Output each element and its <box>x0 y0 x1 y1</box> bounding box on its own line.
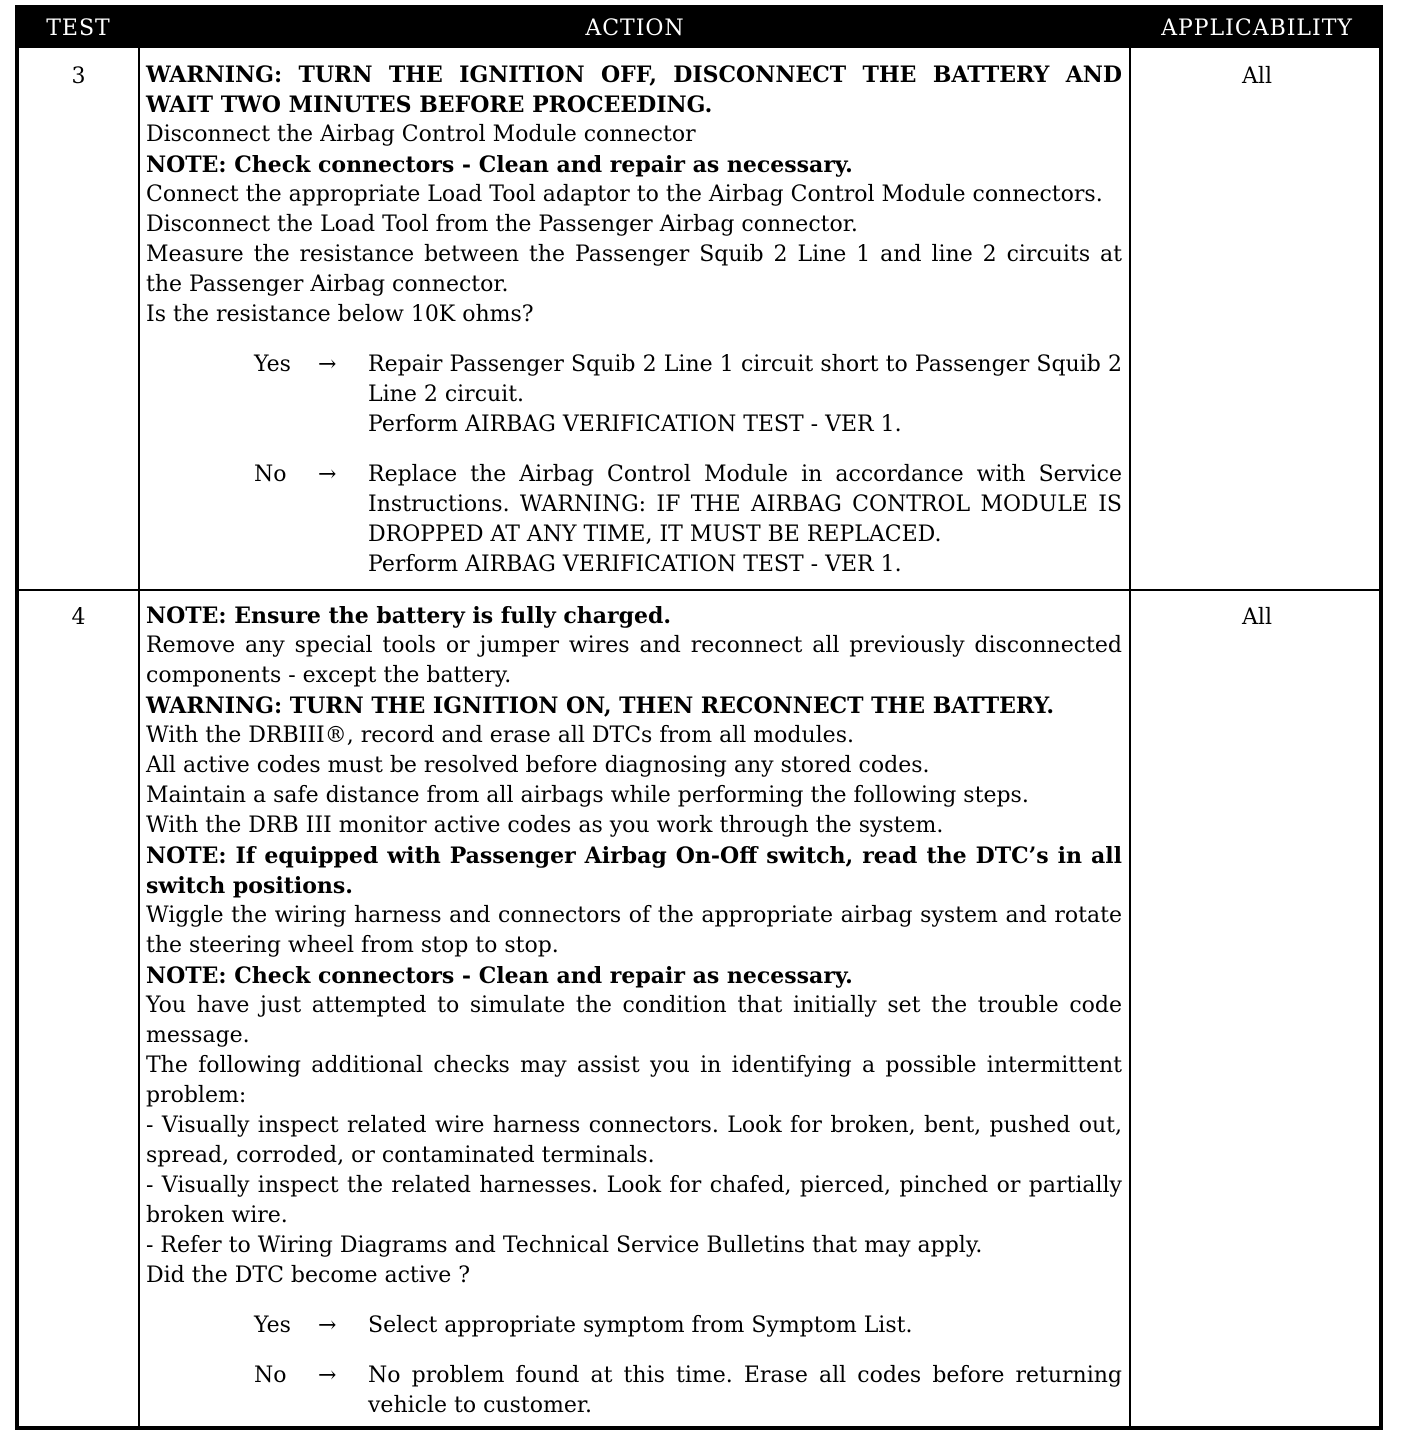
result-yes <box>146 350 1122 440</box>
table-header <box>19 9 1379 48</box>
step-text: With the DRB III monitor active codes as you work through the system. <box>146 813 944 838</box>
note-text: NOTE: Check connectors - Clean and repair as necessary. <box>146 963 853 989</box>
step-text: With the DRBIII®, record and erase all DTCs from all modules. <box>146 723 854 748</box>
applicability-value: All <box>1242 605 1272 630</box>
arrow-icon: → <box>318 1313 337 1338</box>
warning-text: WARNING: TURN THE IGNITION OFF, DISCONNECT THE BATTERY AND WAIT TWO MINUTES BEFORE PROCEEDING. <box>146 62 1122 118</box>
action-cell <box>146 601 1122 1421</box>
step-text: All active codes must be resolved before diagnosing any stored codes. <box>146 753 930 778</box>
column-divider <box>1129 48 1131 1426</box>
row-divider <box>19 589 1379 591</box>
applicability-value: All <box>1242 64 1272 89</box>
arrow-icon: → <box>318 462 337 487</box>
step-text: - Visually inspect related wire harness connectors. Look for broken, bent, pushed out, spread, corroded, or contaminated terminals. <box>146 1113 1122 1168</box>
header-applicability: APPLICABILITY <box>1161 16 1353 41</box>
step-text: Wiggle the wiring harness and connectors of the appropriate airbag system and rotate the steering wheel from stop to stop. <box>146 903 1122 958</box>
step-text: Connect the appropriate Load Tool adaptor to the Airbag Control Module connectors. <box>146 182 1103 207</box>
step-text: Remove any special tools or jumper wires and reconnect all previously disconnected components - except the battery. <box>146 633 1122 688</box>
step-text: - Visually inspect the related harnesses. Look for chafed, pierced, pinched or partially broken wire. <box>146 1173 1122 1228</box>
test-number: 3 <box>71 64 86 89</box>
arrow-icon: → <box>318 352 337 377</box>
result-no <box>146 460 1122 580</box>
result-text: No problem found at this time. Erase all codes before returning vehicle to customer. <box>368 1363 1122 1418</box>
header-test: TEST <box>46 16 111 41</box>
action-cell <box>146 60 1122 580</box>
result-text: Perform AIRBAG VERIFICATION TEST - VER 1. <box>368 552 902 577</box>
result-no <box>146 1361 1122 1421</box>
question-text: Did the DTC become active ? <box>146 1263 471 1288</box>
diagnostic-test-table <box>15 5 1383 1430</box>
result-label: Yes <box>254 352 291 377</box>
step-text: Maintain a safe distance from all airbags while performing the following steps. <box>146 783 1029 808</box>
column-divider <box>138 48 140 1426</box>
header-action: ACTION <box>585 16 685 41</box>
step-text: You have just attempted to simulate the condition that initially set the trouble code message. <box>146 993 1122 1048</box>
test-number: 4 <box>71 605 86 630</box>
step-text: - Refer to Wiring Diagrams and Technical Service Bulletins that may apply. <box>146 1233 983 1258</box>
result-yes <box>146 1311 1122 1341</box>
result-text: Perform AIRBAG VERIFICATION TEST - VER 1. <box>368 412 902 437</box>
result-text: Replace the Airbag Control Module in accordance with Service Instructions. WARNING: IF THE AIRBAG CONTROL MODULE IS DROPPED AT ANY TIME, IT MUST BE REPLACED. <box>368 462 1122 547</box>
result-text: Select appropriate symptom from Symptom List. <box>368 1313 913 1338</box>
step-text: Disconnect the Airbag Control Module connector <box>146 122 696 147</box>
arrow-icon: → <box>318 1363 337 1388</box>
note-text: NOTE: If equipped with Passenger Airbag On-Off switch, read the DTC’s in all switch positions. <box>146 843 1122 899</box>
result-label: No <box>254 462 287 487</box>
result-text: Repair Passenger Squib 2 Line 1 circuit short to Passenger Squib 2 Line 2 circuit. <box>368 352 1122 407</box>
note-text: NOTE: Check connectors - Clean and repair as necessary. <box>146 152 853 178</box>
step-text: Disconnect the Load Tool from the Passenger Airbag connector. <box>146 212 858 237</box>
step-text: The following additional checks may assist you in identifying a possible intermittent problem: <box>146 1053 1122 1108</box>
note-text: NOTE: Ensure the battery is fully charged. <box>146 603 672 629</box>
step-text: Measure the resistance between the Passenger Squib 2 Line 1 and line 2 circuits at the Passenger Airbag connector. <box>146 242 1122 297</box>
warning-text: WARNING: TURN THE IGNITION ON, THEN RECONNECT THE BATTERY. <box>146 693 1055 719</box>
question-text: Is the resistance below 10K ohms? <box>146 302 534 327</box>
result-label: No <box>254 1363 287 1388</box>
result-label: Yes <box>254 1313 291 1338</box>
